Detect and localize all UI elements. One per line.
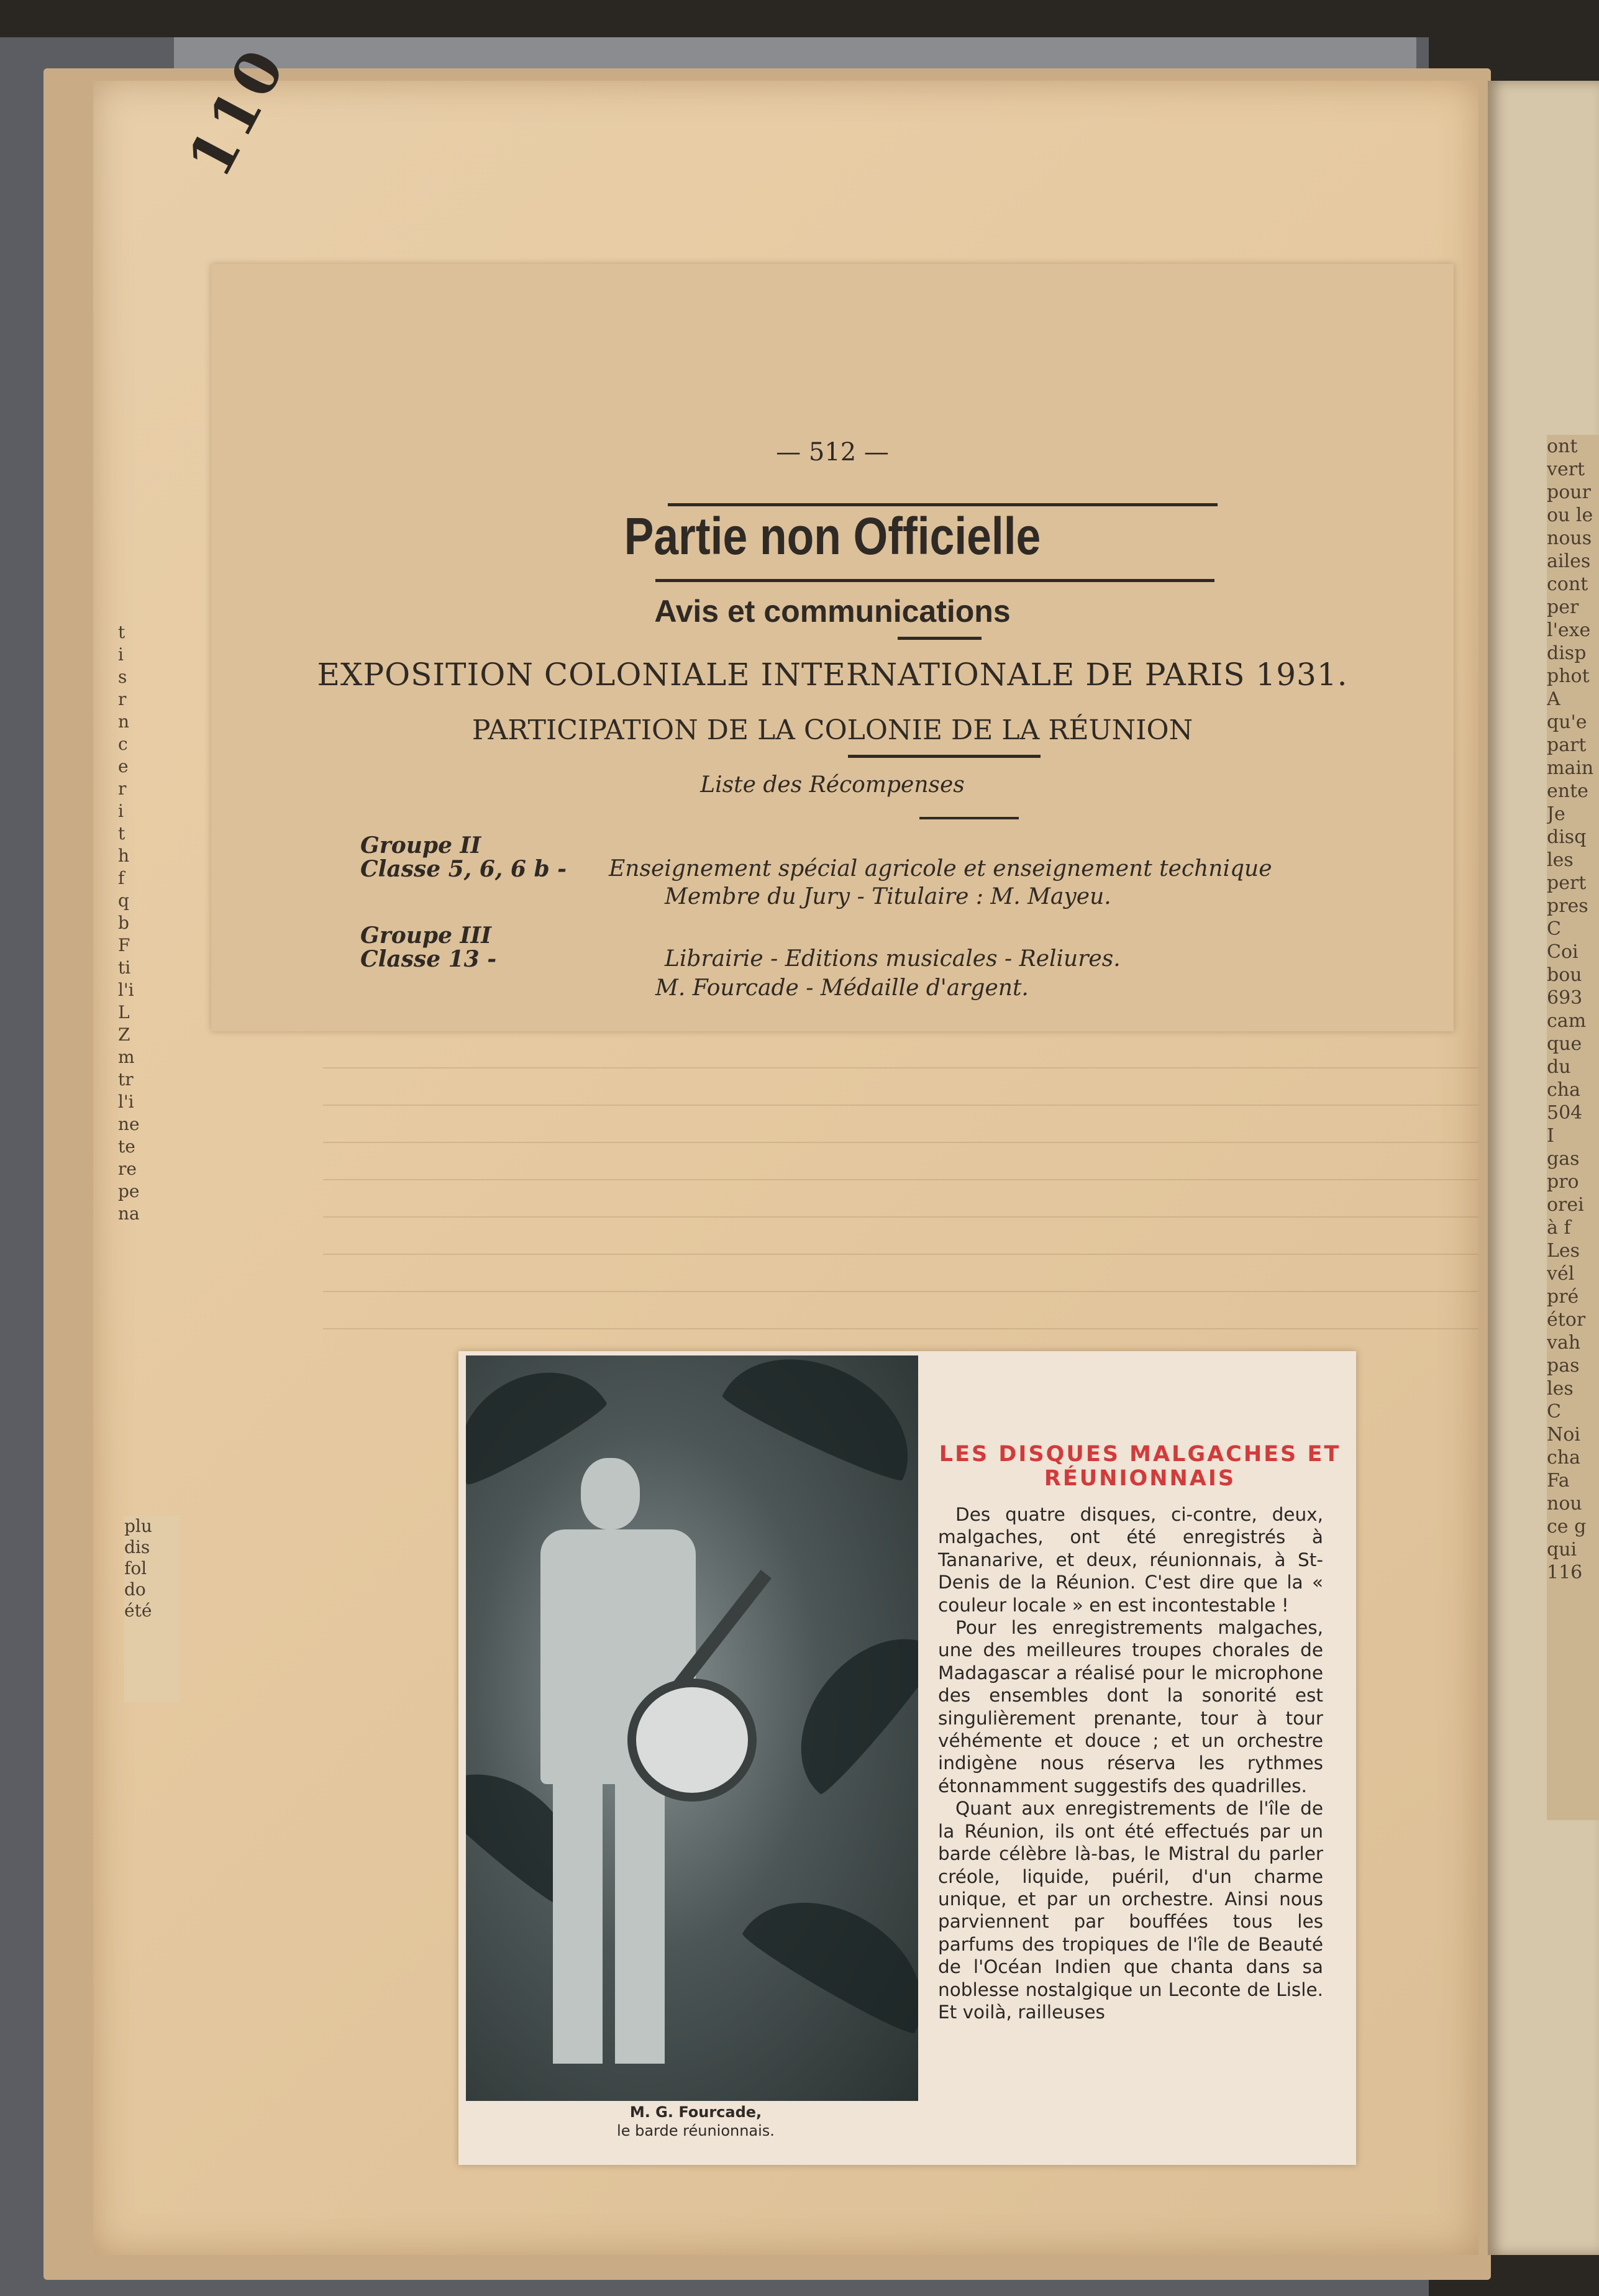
fragment-line: s	[118, 667, 127, 687]
fragment-line: ente	[1547, 780, 1588, 802]
fragment-line: vert	[1547, 458, 1585, 480]
fragment-line: qui	[1547, 1539, 1577, 1560]
fragment-line: les	[1547, 849, 1574, 871]
fragment-line: nous	[1547, 527, 1592, 549]
fragment-line: f	[118, 868, 125, 888]
fragment-line: plu	[124, 1516, 152, 1536]
fragment-line: Les	[1547, 1240, 1580, 1262]
fragment-line: cont	[1547, 573, 1588, 595]
figure-head	[581, 1458, 640, 1529]
fragment-line: t	[118, 622, 125, 642]
fragment-line: pré	[1547, 1286, 1579, 1308]
fragment-line: Z	[118, 1024, 130, 1045]
caption-name: M. G. Fourcade,	[629, 2103, 762, 2121]
banjo	[627, 1679, 757, 1802]
fragment-line: pro	[1547, 1171, 1579, 1193]
fragment-line: C	[1547, 918, 1561, 940]
fragment-line: nou	[1547, 1493, 1582, 1515]
fragment-line: ont	[1547, 435, 1578, 457]
fragment-line: disp	[1547, 642, 1587, 664]
leaf-shape	[739, 1870, 918, 2040]
fragment-line: 693	[1547, 987, 1583, 1009]
section-title: Partie non Officielle	[624, 507, 1041, 565]
article-paragraph: Pour les enregistrements malgaches, une des meilleures troupes chorales de Madagascar a réalisé pour le microphone des ensembles dont la sonorité est singulièrement prenante, tour à tour véhémente et douce ; et un orchestre indigène nous réserva les rythmes étonnamment suggestifs des quadrilles.	[938, 1617, 1323, 1797]
fragment-line: cam	[1547, 1010, 1587, 1032]
official-clipping	[211, 264, 1454, 1031]
fragment-line: cha	[1547, 1447, 1581, 1469]
fragment-line: pour	[1547, 481, 1591, 503]
fragment-line: bou	[1547, 964, 1582, 986]
fragment-line: l'i	[118, 1091, 134, 1112]
fragment-line: b	[118, 913, 129, 933]
photo-caption	[472, 2103, 919, 2140]
entry-award: M. Fourcade - Médaille d'argent.	[655, 975, 1029, 1001]
fragment-line: i	[118, 644, 124, 665]
leaf-shape	[719, 1355, 918, 1487]
figure-leg	[553, 1778, 603, 2064]
fragment-line: qu'e	[1547, 711, 1587, 733]
fragment-line: L	[118, 1002, 130, 1023]
fragment-line: 504	[1547, 1102, 1583, 1124]
classe-label: Classe 5, 6, 6 b -	[360, 856, 567, 882]
fragment-line: C	[1547, 1401, 1561, 1423]
fragment-line: na	[118, 1203, 140, 1224]
fragment-line: h	[118, 845, 130, 866]
fragment-line: tr	[118, 1069, 134, 1090]
fragment-line: vél	[1547, 1263, 1575, 1285]
fragment-line: ti	[118, 957, 131, 978]
right-clipping-fragment	[1547, 435, 1599, 1820]
fragment-line: vah	[1547, 1332, 1581, 1354]
fragment-line: c	[118, 734, 128, 754]
fragment-line: fol	[124, 1558, 147, 1578]
fragment-line: Noi	[1547, 1424, 1580, 1446]
photo-banjo-player	[466, 1355, 918, 2101]
fragment-line: dis	[124, 1537, 150, 1557]
fragment-line: re	[118, 1159, 137, 1179]
fragment-line: été	[124, 1600, 152, 1621]
fragment-line: A	[1547, 688, 1560, 710]
fragment-line: main	[1547, 757, 1594, 779]
fragment-line: n	[118, 711, 130, 732]
fragment-line: e	[118, 756, 129, 777]
fragment-line: les	[1547, 1378, 1574, 1400]
fragment-line: Coi	[1547, 941, 1578, 963]
classe-label: Classe 13 -	[360, 946, 497, 972]
left-clipping-fragment-2	[124, 1516, 180, 1702]
fragment-line: I	[1547, 1125, 1554, 1147]
short-rule	[848, 755, 1041, 758]
fragment-line: l'exe	[1547, 619, 1591, 641]
participation-heading: PARTICIPATION DE LA COLONIE DE LA RÉUNION	[472, 714, 1193, 746]
fragment-line: part	[1547, 734, 1587, 756]
fragment-line: ne	[118, 1114, 140, 1134]
entry-award: Membre du Jury - Titulaire : M. Mayeu.	[665, 884, 1111, 909]
fragment-line: per	[1547, 596, 1579, 618]
groupe-label: Groupe III	[360, 922, 492, 949]
fragment-line: ailes	[1547, 550, 1591, 572]
article-paragraph: Des quatre disques, ci-contre, deux, malgaches, ont été enregistrés à Tananarive, et deux, réunionnais, à St-Denis de la Réunion. C'est dire que la « couleur locale » en est incontestable !	[938, 1504, 1323, 1616]
entry-description: Enseignement spécial agricole et enseignement technique	[609, 856, 1272, 882]
entry-description: Librairie - Editions musicales - Reliures.	[665, 946, 1121, 972]
list-title: Liste des Récompenses	[700, 772, 965, 798]
fragment-line: étor	[1547, 1309, 1586, 1331]
fragment-line: r	[118, 689, 127, 709]
fragment-line: que	[1547, 1033, 1582, 1055]
handwritten-page-number: 110	[174, 35, 300, 189]
leaf-shape	[769, 1608, 918, 1799]
short-rule	[919, 817, 1019, 819]
fragment-line: Je	[1547, 803, 1565, 825]
fragment-line: à f	[1547, 1217, 1571, 1239]
folio: — 512 —	[776, 438, 889, 467]
short-rule	[898, 637, 982, 640]
caption-description: le barde réunionnais.	[617, 2122, 775, 2139]
fragment-line: i	[118, 801, 124, 821]
groupe-label: Groupe II	[360, 832, 481, 859]
fragment-line: orei	[1547, 1194, 1584, 1216]
fragment-line: phot	[1547, 665, 1590, 687]
fragment-line: pas	[1547, 1355, 1580, 1377]
article-title: LES DISQUES MALGACHES ET RÉUNIONNAIS	[939, 1442, 1341, 1491]
title-rule-bottom	[655, 579, 1214, 582]
subsection-title: Avis et communications	[654, 594, 1011, 629]
ruled-lines	[323, 1031, 1478, 1354]
fragment-line: m	[118, 1047, 135, 1067]
fragment-line: pert	[1547, 872, 1587, 894]
fragment-line: F	[118, 935, 130, 955]
fragment-line: l'i	[118, 980, 134, 1000]
fragment-line: ce g	[1547, 1516, 1587, 1538]
exposition-heading: EXPOSITION COLONIALE INTERNATIONALE DE PARIS 1931.	[317, 657, 1348, 693]
fragment-line: disq	[1547, 826, 1587, 848]
article-body	[938, 1503, 1323, 2023]
fragment-line: pres	[1547, 895, 1588, 917]
fragment-line: pe	[118, 1181, 140, 1201]
fragment-line: gas	[1547, 1148, 1580, 1170]
article-paragraph: Quant aux enregistrements de l'île de la Réunion, ils ont été effectués par un barde célèbre là-bas, le Mistral du parler créole, liquide, puéril, d'un charme unique, et par un orchestre. Ainsi nous parviennent par bouffées tous les parfums des tropiques de l'île de Beauté de l'Océan Indien que chanta dans sa noblesse nostalgique un Leconte de Lisle. Et voilà, railleuses	[938, 1798, 1323, 2023]
fragment-line: do	[124, 1579, 146, 1600]
fragment-line: 116	[1547, 1562, 1583, 1583]
fragment-line: ou le	[1547, 504, 1593, 526]
fragment-line: r	[118, 778, 127, 799]
left-clipping-fragment	[118, 621, 180, 1522]
fragment-line: Fa	[1547, 1470, 1570, 1492]
figure-leg	[615, 1778, 665, 2064]
fragment-line: q	[118, 890, 129, 911]
fragment-line: cha	[1547, 1079, 1581, 1101]
fragment-line: t	[118, 823, 125, 844]
fragment-line: te	[118, 1136, 135, 1157]
fragment-line: du	[1547, 1056, 1571, 1078]
